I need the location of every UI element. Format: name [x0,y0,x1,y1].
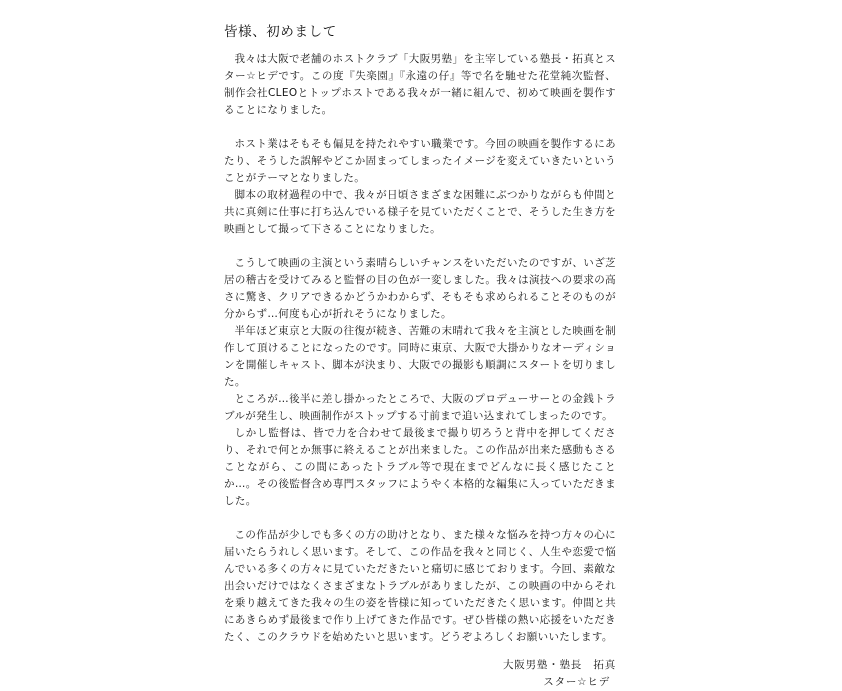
paragraph-group-3 [224,255,616,510]
paragraph-group-2 [224,136,616,238]
paragraph: 脚本の取材過程の中で、我々が日頃さまざまな困難にぶつかりながらも仲間と共に真剣に仕事に打ち込んでいる様子を見ていただくことで、そうした生き方を映画として撮って下さることになりました。 [224,189,616,235]
signature-line-primary: 大阪男塾・塾長 拓真 [503,659,616,671]
paragraph: ホスト業はそもそも偏見を持たれやすい職業です。今回の映画を製作するにあたり、そうした誤解やどこか固まってしまったイメージを変えていきたいということがテーマとなりました。 [224,138,616,184]
signature-block [224,657,616,691]
document-body [224,22,616,691]
paragraph: しかし監督は、皆で力を合わせて最後まで撮り切ろうと背中を押してくださり、それで何とか無事に終えることが出来ました。この作品が出来た感動もさることながら、この間にあったトラブル等で現在までどんなに長く感じたことか…。その後監督含め専門スタッフにようやく本格的な編集に入っていただきました。 [224,427,616,507]
paragraph-spacer [224,119,616,136]
paragraph-group-4 [224,527,616,646]
paragraph: 半年ほど東京と大阪の往復が続き、苦難の末晴れて我々を主演とした映画を制作して頂けることになったのです。同時に東京、大阪で大掛かりなオーディションを開催しキャスト、脚本が決まり、大阪での撮影も順調にスタートを切りました。 [224,325,616,388]
paragraph: この作品が少しでも多くの方の助けとなり、また様々な悩みを持つ方々の心に届いたらうれしく思います。そして、この作品を我々と同じく、人生や恋愛で悩んでいる多くの方々に見ていただきたいと痛切に感じております。今回、素敵な出会いだけではなくさまざまなトラブルがありましたが、この映画の中からそれを乗り越えてきた我々の生の姿を皆様に知っていただきたく思います。仲間と共にあきらめず最後まで作り上げてきた作品です。ぜひ皆様の熱い応援をいただきたく、このクラウドを始めたいと思います。どうぞよろしくお願いいたします。 [224,529,616,643]
paragraph: ところが…後半に差し掛かったところで、大阪のプロデューサーとの金銭トラブルが発生し、映画制作がストップする寸前まで追い込まれてしまったのです。 [224,393,616,422]
signature-line-secondary: スター☆ヒデ [543,676,610,688]
paragraph: 我々は大阪で老舗のホストクラブ「大阪男塾」を主宰している塾長・拓真とスター☆ヒデです。この度『失楽園』『永遠の仔』等で名を馳せた花堂純次監督、制作会社CLEOとトップホストである我々が一緒に組んで、初めて映画を製作することになりました。 [224,53,616,116]
page-title: 皆様、初めまして [224,24,337,40]
paragraph-spacer [224,510,616,527]
paragraph-spacer [224,238,616,255]
paragraph-group-1 [224,51,616,119]
paragraph: こうして映画の主演という素晴らしいチャンスをいただいたのですが、いざ芝居の稽古を受けてみると監督の目の色が一変しました。我々は演技への要求の高さに驚き、クリアできるかどうかわからず、そもそも求められることそのものが分からず…何度も心が折れそうになりました。 [224,257,616,320]
